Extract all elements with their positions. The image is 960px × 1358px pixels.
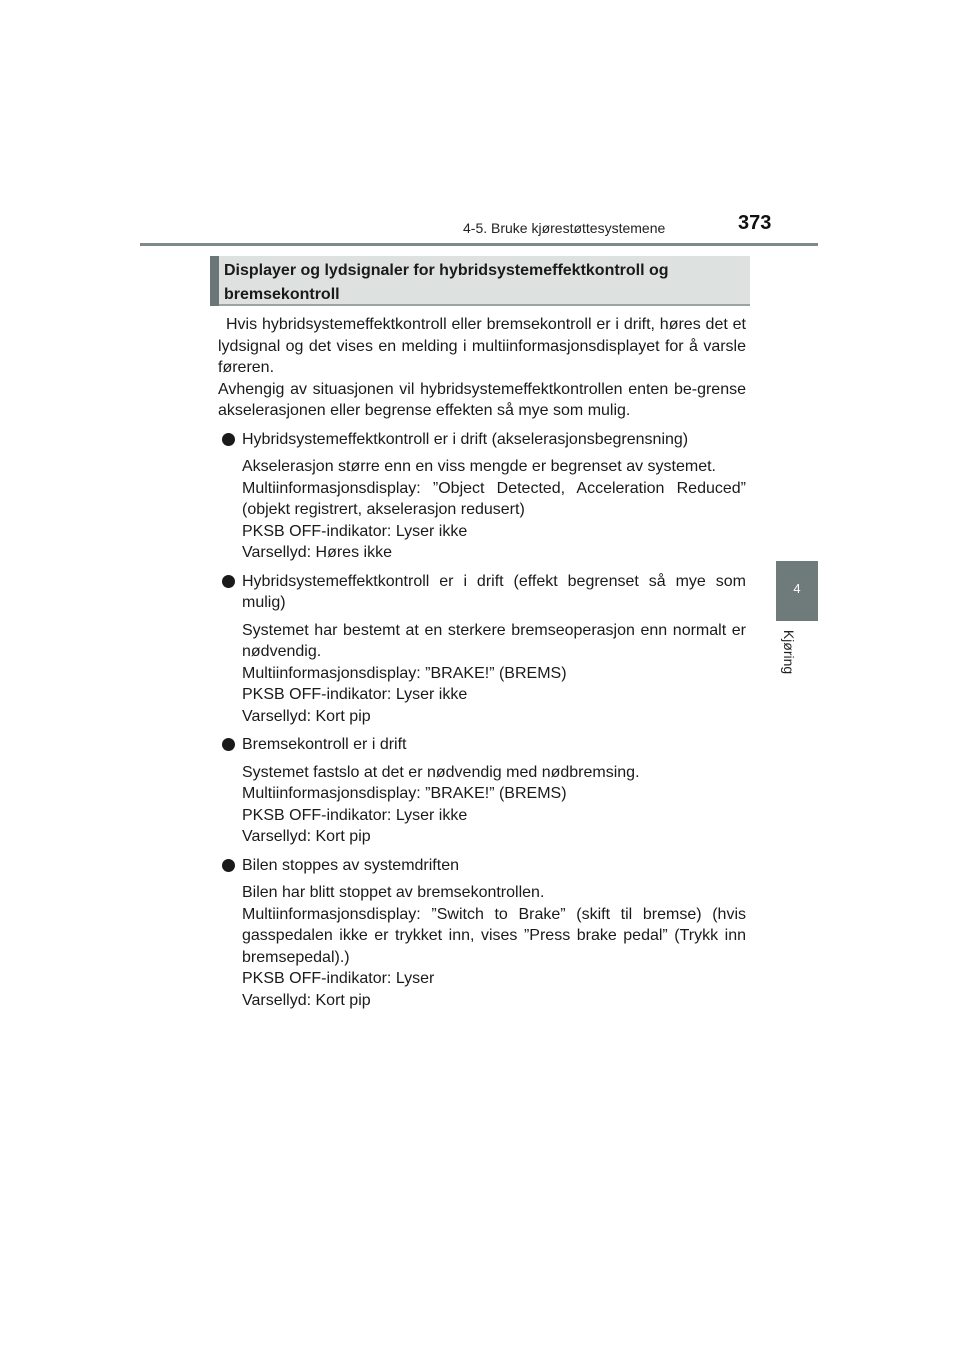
detail-line: Akselerasjon større enn en viss mengde er begrenset av systemet. — [242, 458, 716, 475]
list-item — [218, 429, 746, 451]
section-heading: Displayer og lydsignaler for hybridsystemeffektkontroll og bremsekontroll — [224, 262, 669, 303]
detail-line: Multiinformasjonsdisplay: ”Object Detected, Acceleration Reduced” (objekt registrert, akselerasjon redusert) — [242, 479, 746, 518]
list-item-details — [218, 620, 746, 728]
detail-line: PKSB OFF-indikator: Lyser ikke — [242, 806, 468, 824]
list-item-heading: Bilen stoppes av systemdriften — [242, 856, 459, 874]
chapter-side-tab — [776, 561, 818, 621]
intro-paragraph: Hvis hybridsystemeffektkontroll eller bremsekontroll er i drift, høres det et lydsignal og det vises en melding i multiinformasjonsdisplayet for å varsle føreren. — [218, 316, 746, 376]
list-item — [218, 734, 746, 756]
bullet-icon — [222, 433, 235, 446]
detail-line: Varsellyd: Kort pip — [242, 991, 371, 1009]
detail-line: Multiinformasjonsdisplay: ”BRAKE!” (BREMS) — [242, 785, 567, 802]
section-heading-bar — [210, 256, 219, 306]
list-item-heading: Hybridsystemeffektkontroll er i drift (akselerasjonsbegrensning) — [242, 430, 689, 448]
detail-line: Multiinformasjonsdisplay: ”Switch to Brake” (skift til bremse) (hvis gasspedalen ikke er trykket inn, vises ”Press brake pedal” (Trykk inn bremsepedal).) — [242, 905, 746, 966]
detail-line: Systemet har bestemt at en sterkere bremseoperasjon enn normalt er nødvendig. — [242, 621, 746, 660]
detail-line: Multiinformasjonsdisplay: ”BRAKE!” (BREMS) — [242, 664, 567, 682]
bullet-icon — [222, 575, 235, 588]
detail-line: PKSB OFF-indikator: Lyser ikke — [242, 686, 468, 703]
list-item — [218, 855, 746, 877]
detail-line: PKSB OFF-indikator: Lyser — [242, 970, 435, 987]
detail-line: Bilen har blitt stoppet av bremsekontrollen. — [242, 884, 545, 901]
page-number: 373 — [738, 212, 772, 234]
detail-line: Varsellyd: Kort pip — [242, 707, 371, 725]
list-item-details — [218, 456, 746, 564]
bullet-icon — [222, 738, 235, 751]
intro-paragraph: Avhengig av situasjonen vil hybridsystemeffektkontrollen enten be-grense akselerasjonen eller begrense effekten så mye som mulig. — [218, 380, 746, 419]
chapter-label: Kjøring — [781, 629, 797, 675]
header-rule — [140, 243, 818, 246]
list-item — [218, 571, 746, 614]
list-item-details — [218, 882, 746, 1011]
detail-line: Varsellyd: Kort pip — [242, 828, 371, 845]
list-item-details — [218, 762, 746, 848]
list-item-heading: Bremsekontroll er i drift — [242, 736, 407, 753]
bullet-icon — [222, 859, 235, 872]
detail-line: Systemet fastslo at det er nødvendig med nødbremsing. — [242, 763, 640, 781]
chapter-number: 4 — [793, 581, 801, 596]
section-heading-box — [210, 256, 750, 306]
header-section-title: 4-5. Bruke kjørestøttesystemene — [463, 220, 666, 236]
detail-line: PKSB OFF-indikator: Lyser ikke — [242, 522, 468, 540]
list-item-heading: Hybridsystemeffektkontroll er i drift (effekt begrenset så mye som mulig) — [242, 572, 746, 611]
detail-line: Varsellyd: Høres ikke — [242, 544, 392, 561]
page-content — [218, 314, 746, 1011]
